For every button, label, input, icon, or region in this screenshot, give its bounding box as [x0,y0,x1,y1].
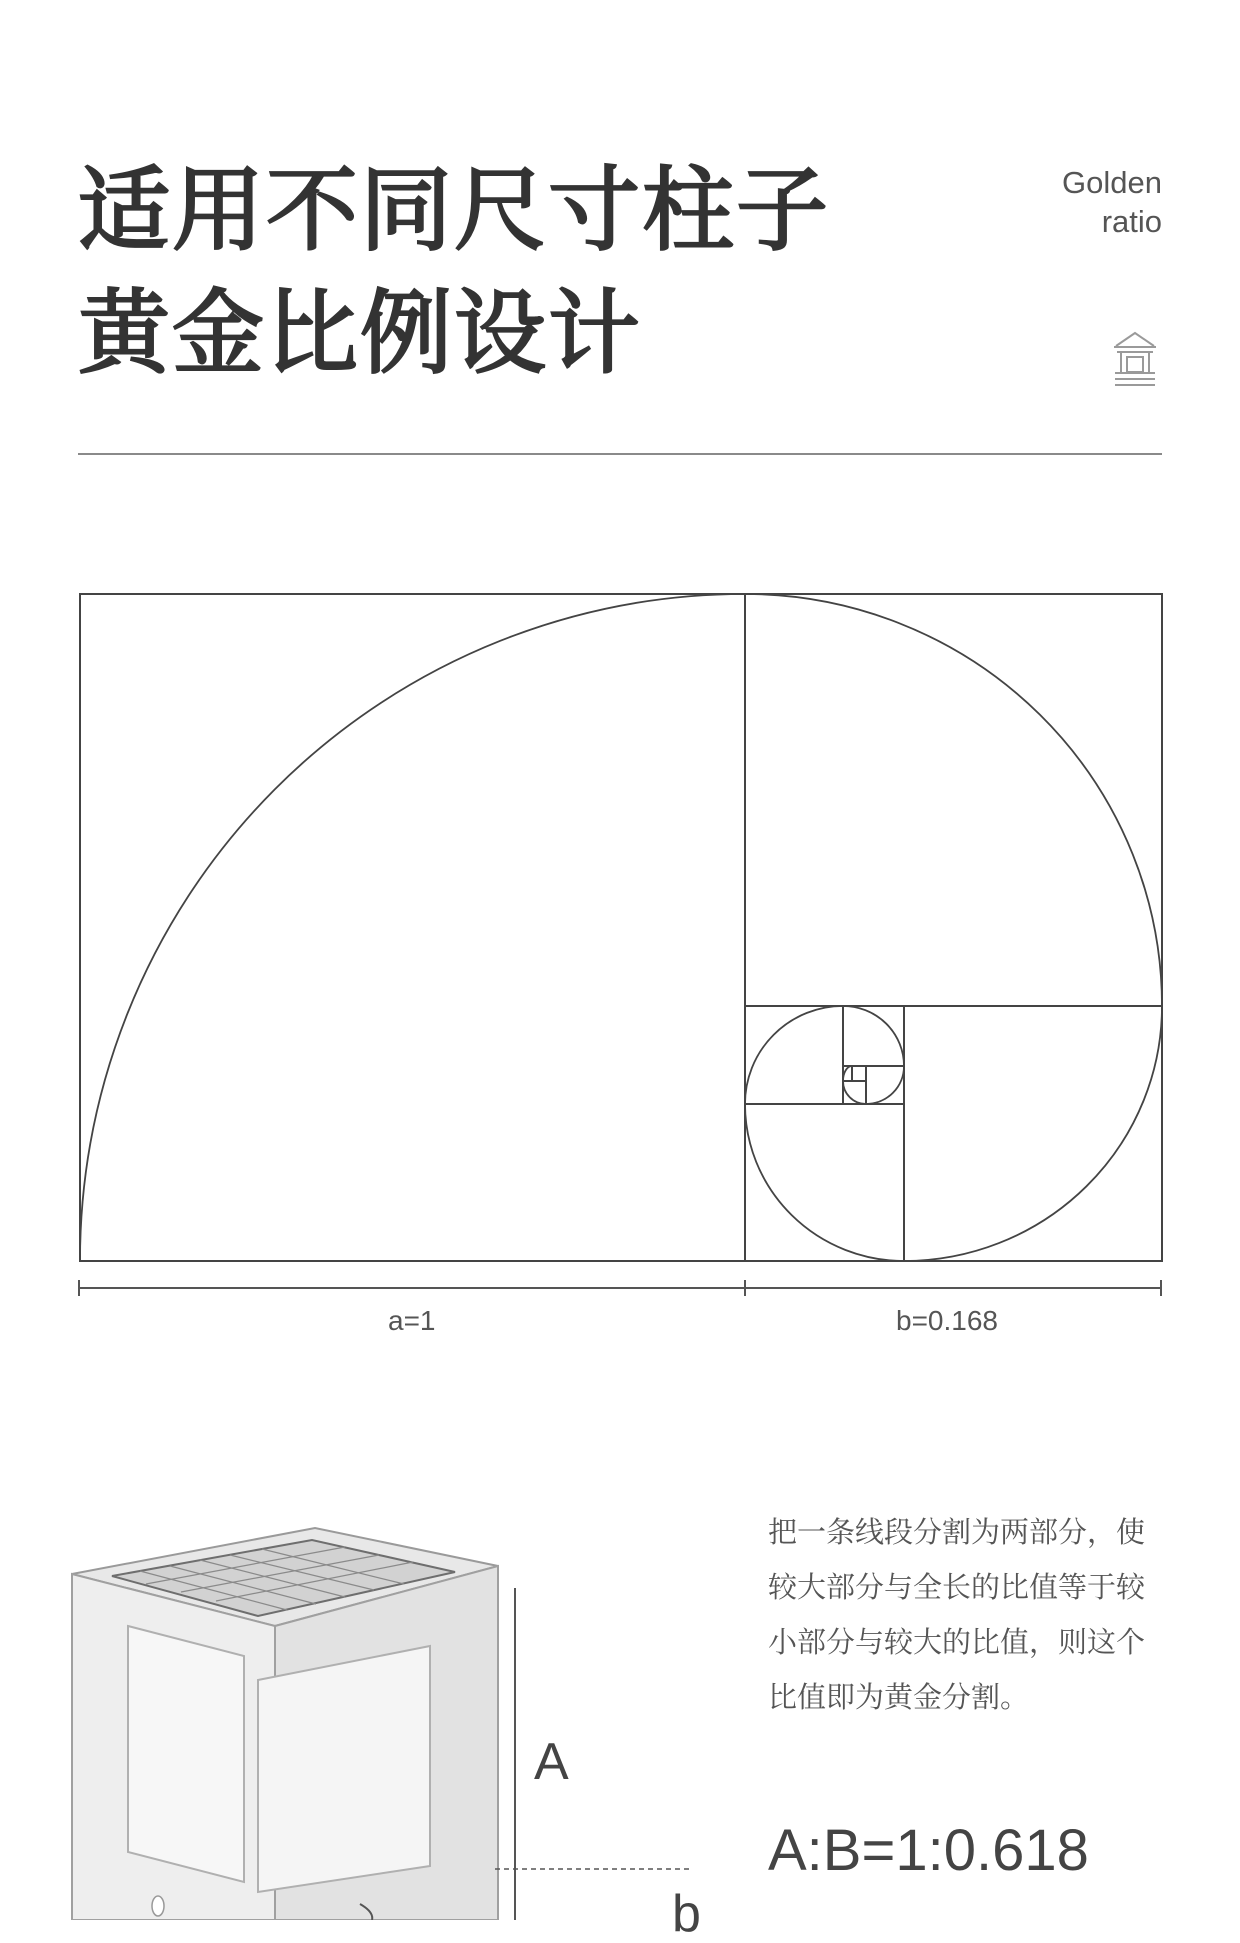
ratio-formula: A:B=1:0.618 [768,1818,1089,1883]
lamp-right-window [258,1646,430,1892]
page-title-line-2: 黄金比例设计 [78,280,643,387]
pavilion-icon [1112,330,1158,386]
golden-ratio-label [1062,163,1162,241]
lamp-left-window [128,1626,244,1882]
golden-ratio-diagram [0,580,1240,1300]
solar-pillar-lamp-image [0,1500,760,1920]
golden-ratio-label-line-1: Golden [1062,165,1162,200]
page-title-line-1: 适用不同尺寸柱子 [78,157,831,264]
golden-ratio-label-line-2: ratio [1101,204,1162,239]
golden-spiral [80,594,1162,1261]
dimension-label-b: b=0.168 [896,1305,998,1336]
lamp-body [72,1528,498,1920]
lamp-height-label-a: A [534,1733,569,1791]
title-divider [78,453,1162,455]
diagram-outer-rectangle [80,594,1162,1261]
golden-ratio-description: 把一条线段分割为两部分，使较大部分与全长的比值等于较小部分与较大的比值，则这个比值即为黄金分割。 [768,1515,1146,1714]
lamp-height-label-b: b [672,1885,701,1943]
dimension-label-a: a=1 [388,1305,436,1336]
